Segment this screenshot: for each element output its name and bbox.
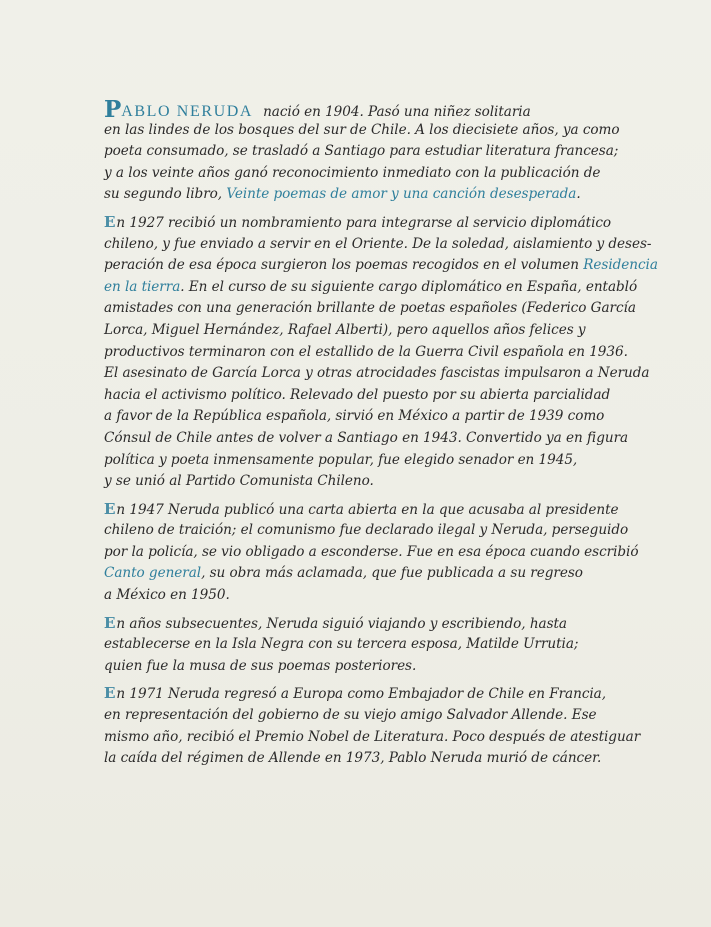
line-text: , su obra más aclamada, que fue publicada a su regreso — [201, 565, 583, 582]
text-line — [104, 342, 628, 364]
line-text: y se unió al Partido Comunista Chileno. — [104, 473, 374, 490]
line-text: hacia el activismo político. Relevado del puesto por su abierta parcialidad — [104, 386, 611, 403]
line-text: poeta consumado, se trasladó a Santiago para estudiar literatura francesa; — [104, 143, 619, 160]
line-text: chileno de traición; el comunismo fue declarado ilegal y Neruda, perseguido — [104, 522, 629, 539]
text-line — [104, 184, 581, 206]
line-text: política y poeta inmensamente popular, fue elegido senador en 1945, — [104, 451, 578, 468]
drop-cap-letter: E — [104, 212, 116, 231]
text-line — [104, 520, 629, 542]
paragraph — [104, 613, 579, 678]
text-line — [104, 705, 597, 727]
text-line — [104, 320, 586, 342]
line-text: Cónsul de Chile antes de volver a Santiago en 1943. Convertido ya en figura — [104, 429, 629, 446]
paragraph — [104, 212, 658, 493]
line-text: Lorca, Miguel Hernández, Rafael Alberti), pero aquellos años felices y — [104, 321, 586, 338]
line-text: por la policía, se vio obligado a esconderse. Fue en esa época cuando escribió — [104, 543, 639, 560]
text-line — [104, 141, 619, 163]
line-text: n años subsecuentes, Neruda siguió viajando y escribiendo, hasta — [116, 615, 567, 632]
book-title: en la tierra — [104, 278, 181, 295]
line-text: nació en 1904. Pasó una niñez solitaria — [263, 104, 531, 120]
text-line — [104, 542, 639, 564]
text-line — [104, 120, 620, 142]
line-text: su segundo libro, — [104, 186, 227, 203]
text-line — [104, 255, 658, 277]
text-line — [104, 683, 607, 705]
text-line — [104, 613, 567, 635]
text-line — [104, 163, 601, 185]
text-line — [104, 212, 612, 234]
text-line — [104, 585, 524, 607]
line-text: a favor de la República española, sirvió en México a partir de 1939 como — [104, 408, 605, 425]
text-line — [104, 748, 602, 770]
line-text: quien fue la musa de sus poemas posteriores. — [104, 657, 417, 674]
calligraphy-text-block — [104, 96, 658, 770]
title-initial-letter: P — [104, 96, 122, 123]
line-text: en representación del gobierno de su viejo amigo Salvador Allende. Ese — [104, 707, 597, 724]
text-line — [104, 450, 578, 472]
line-text: chileno, y fue enviado a servir en el Oriente. De la soledad, aislamiento y deses- — [104, 235, 652, 252]
drop-cap-letter: E — [104, 613, 116, 632]
line-text: en las lindes de los bosques del sur de Chile. A los diecisiete años, ya como — [104, 121, 620, 138]
line-text: establecerse en la Isla Negra con su tercera esposa, Matilde Urrutia; — [104, 636, 579, 653]
line-text: n 1927 recibió un nombramiento para integrarse al servicio diplomático — [116, 214, 612, 231]
paragraph — [104, 499, 639, 607]
text-line — [104, 277, 638, 299]
text-line — [104, 363, 650, 385]
line-text: n 1947 Neruda publicó una carta abierta en la que acusaba al presidente — [116, 501, 619, 518]
book-title: Residencia — [583, 257, 658, 274]
line-text: y a los veinte años ganó reconocimiento inmediato con la publicación de — [104, 164, 601, 181]
text-line — [104, 563, 583, 585]
title-name: ABLO NERUDA — [121, 103, 254, 120]
line-text: la caída del régimen de Allende en 1973, Pablo Neruda murió de cáncer. — [104, 750, 602, 767]
text-line — [104, 234, 652, 256]
line-text: amistades con una generación brillante de poetas españoles (Federico García — [104, 300, 636, 317]
text-line — [104, 656, 524, 678]
paragraph — [104, 683, 641, 769]
drop-cap-letter: E — [104, 499, 116, 518]
text-line — [104, 428, 629, 450]
line-text: . — [576, 186, 581, 203]
line-text: . En el curso de su siguiente cargo diplomático en España, entabló — [180, 278, 638, 295]
text-line — [104, 471, 524, 493]
text-line — [104, 385, 611, 407]
line-text: a México en 1950. — [104, 587, 230, 604]
book-title: Veinte poemas de amor y una canción desesperada — [226, 186, 577, 203]
line-text: El asesinato de García Lorca y otras atrocidades fascistas impulsaron a Neruda — [104, 365, 650, 382]
line-text: n 1971 Neruda regresó a Europa como Embajador de Chile en Francia, — [116, 686, 607, 703]
text-line — [104, 406, 605, 428]
drop-cap-letter: E — [104, 684, 116, 703]
book-title: Canto general — [104, 565, 202, 582]
line-text: peración de esa época surgieron los poemas recogidos en el volumen — [104, 257, 584, 274]
text-line — [104, 96, 531, 123]
line-text: productivos terminaron con el estallido de la Guerra Civil española en 1936. — [104, 343, 628, 360]
text-line — [104, 634, 579, 656]
text-line — [104, 298, 636, 320]
paragraph — [104, 96, 620, 206]
line-text: mismo año, recibió el Premio Nobel de Literatura. Poco después de atestiguar — [104, 728, 641, 745]
text-line — [104, 499, 619, 521]
text-line — [104, 727, 641, 749]
